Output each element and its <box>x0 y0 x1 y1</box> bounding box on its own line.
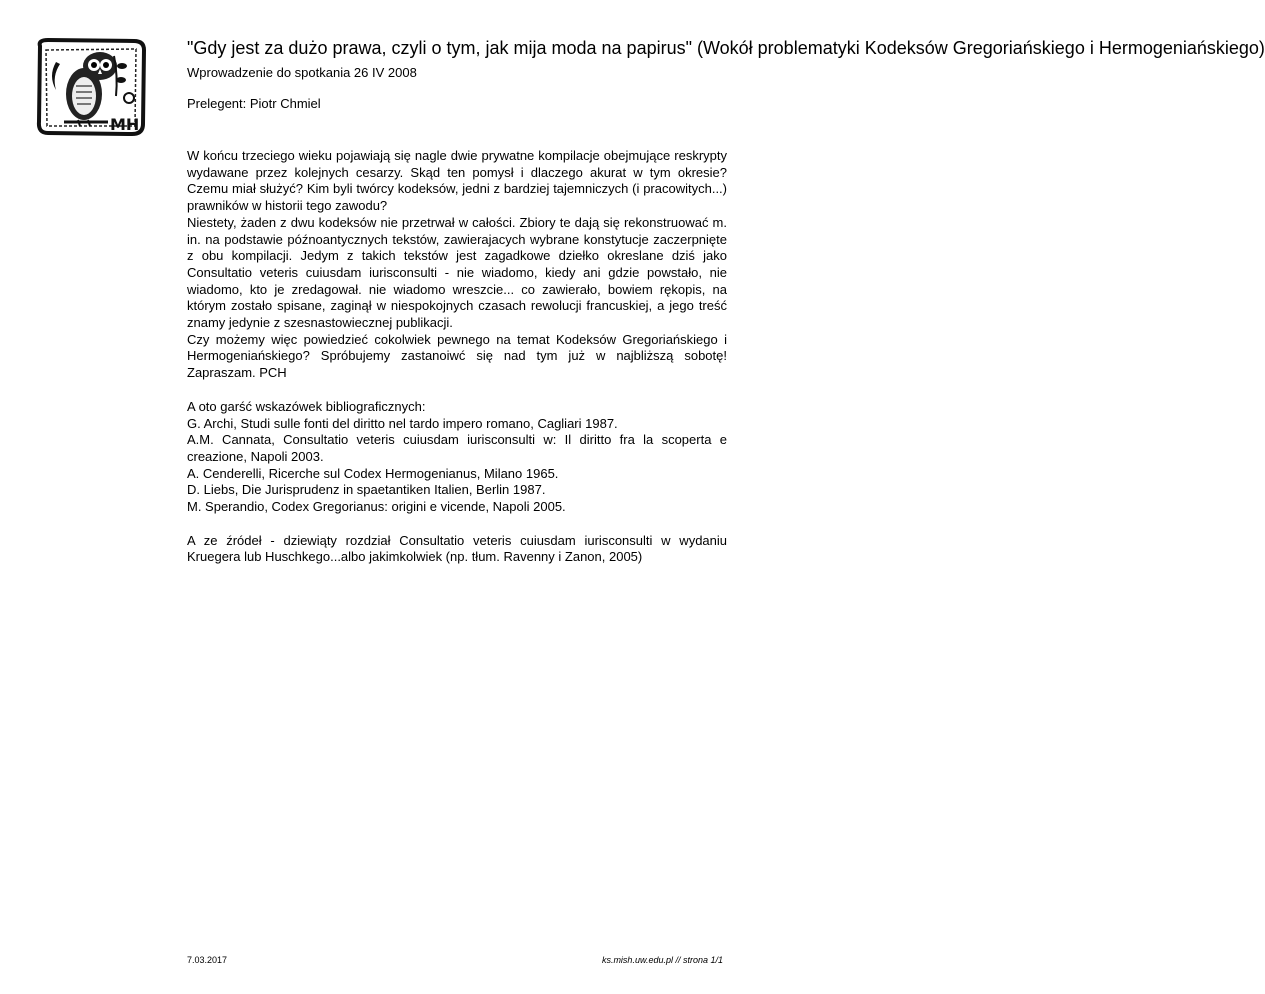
intro-paragraph: Czy możemy więc powiedzieć cokolwiek pewnego na temat Kodeksów Gregoriańskiego i Hermogeniańskiego? Spróbujemy zastanoiwć się nad tym już w najbliższą sobotę! Zapraszam. PCH <box>187 331 727 381</box>
speaker-line: Prelegent: Piotr Chmiel <box>187 96 321 111</box>
svg-text:MH: MH <box>110 115 140 134</box>
owl-seal-icon <box>34 36 148 138</box>
page-title: "Gdy jest za dużo prawa, czyli o tym, jak mija moda na papirus" (Wokół problematyki Kodeksów Gregoriańskiego i Hermogeniańskiego) <box>187 38 1265 58</box>
sources-section <box>187 533 727 566</box>
footer-date: 7.03.2017 <box>187 955 228 965</box>
intro-paragraph: Niestety, żaden z dwu kodeksów nie przetrwał w całości. Zbiory te dają się rekonstruować m. in. na podstawie późnoantycznych tekstów, zawierajacych wybrane konstytucje zaczerpnięte z obu kompilacji. Jedym z takich tekstów jest zagadkowe dziełko okreslane dziś jako Consultatio veteris cuiusdam iurisconsulti - nie wiadomo, kiedy ani gdzie powstało, nie wiadomo, kto je zredagował. nie wiadomo wreszcie... co zawierało, bowiem rękopis, na którym zostało spisane, zaginął w niespokojnych czasach rewolucji francuskiej, a jego treść znamy jedynie z szesnastowiecznej publikacji. <box>187 214 727 331</box>
article-body <box>187 148 727 566</box>
bibliography-item: D. Liebs, Die Jurisprudenz in spaetantiken Italien, Berlin 1987. <box>187 482 546 498</box>
bibliography-item: A.M. Cannata, Consultatio veteris cuiusdam iurisconsulti w: Il diritto fra la scoperta e creazione, Napoli 2003. <box>187 432 727 464</box>
intro-paragraph: W końcu trzeciego wieku pojawiają się nagle dwie prywatne kompilacje obejmujące reskrypty wydawane przez kolejnych cesarzy. Skąd ten pomysł i dlaczego akurat w tym okresie? Czemu miał służyć? Kim byli twórcy kodeksów, jedni z bardziej tajemniczych (i pracowitych...) prawników w historii tego zawodu? <box>187 148 727 214</box>
bibliography-heading: A oto garść wskazówek bibliograficznych: <box>187 398 426 414</box>
bibliography-item: G. Archi, Studi sulle fonti del diritto nel tardo impero romano, Cagliari 1987. <box>187 415 618 431</box>
bibliography-section <box>187 399 727 516</box>
sources-paragraph: A ze źródeł - dziewiąty rozdział Consultatio veteris cuiusdam iurisconsulti w wydaniu Kruegera lub Huschkego...albo jakimkolwiek (np. tłum. Ravenny i Zanon, 2005) <box>187 532 727 565</box>
footer-source: ks.mish.uw.edu.pl // strona 1/1 <box>601 955 723 965</box>
intro-section <box>187 148 727 382</box>
bibliography-item: M. Sperandio, Codex Gregorianus: origini e vicende, Napoli 2005. <box>187 499 566 515</box>
bibliography-item: A. Cenderelli, Ricerche sul Codex Hermogenianus, Milano 1965. <box>187 465 559 481</box>
page-subtitle: Wprowadzenie do spotkania 26 IV 2008 <box>187 65 417 80</box>
